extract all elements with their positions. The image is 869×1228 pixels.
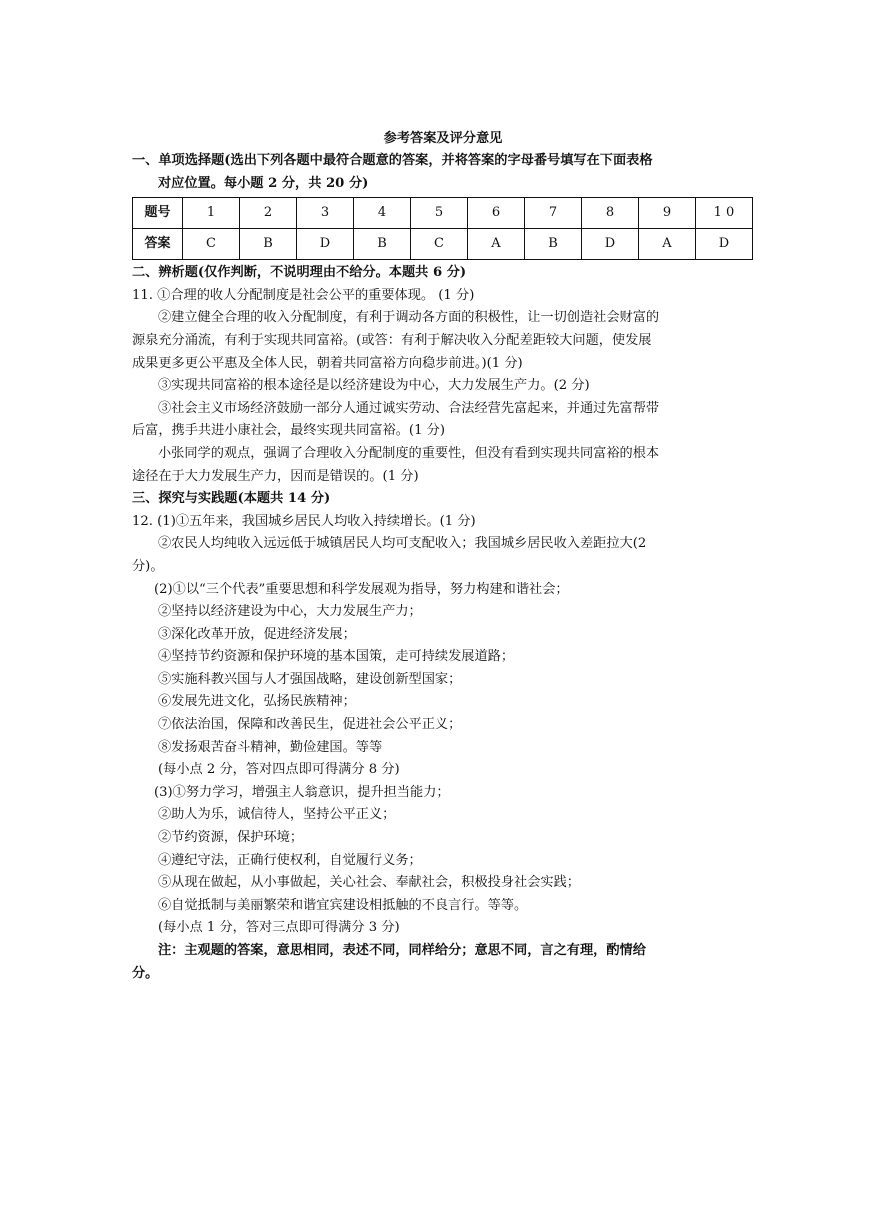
row-label-numbers: 题号	[133, 198, 183, 229]
paragraph-line: ②建立健全合理的收入分配制度，有利于调动各方面的积极性，让一切创造社会财富的	[158, 310, 660, 326]
paragraph-line: 后富，携手共进小康社会，最终实现共同富裕。(1 分)	[132, 423, 445, 439]
question-number: 2	[240, 198, 297, 229]
paragraph-line: (3)①努力学习，增强主人翁意识，提升担当能力；	[154, 784, 450, 800]
paragraph-line: ④遵纪守法，正确行使权利，自觉履行义务；	[158, 852, 422, 868]
answer-document	[132, 128, 754, 985]
paragraph-line: (每小点 1 分，答对三点即可得满分 3 分)	[158, 920, 400, 936]
question-number: 4	[354, 198, 411, 229]
paragraph-line: 途径在于大力发展生产力，因而是错误的。(1 分)	[132, 468, 419, 484]
paragraph-line: ⑧发扬艰苦奋斗精神，勤俭建国。等等	[158, 739, 383, 755]
answer-cell: B	[525, 229, 582, 260]
question-number: 6	[468, 198, 525, 229]
question-number: 9	[639, 198, 696, 229]
section-1-heading	[132, 150, 754, 173]
section-2	[132, 262, 754, 488]
answer-cell: D	[297, 229, 354, 260]
question-number: 5	[411, 198, 468, 229]
section-1-heading-line2: 对应位置。每小题 2 分，共 20 分)	[158, 175, 369, 191]
section-1-heading-line1: 一、单项选择题(选出下列各题中最符合题意的答案，并将答案的字母番号填写在下面表格	[132, 153, 653, 168]
answer-cell: C	[411, 229, 468, 260]
answer-cell: B	[240, 229, 297, 260]
answer-cell: C	[183, 229, 240, 260]
answer-table-number-row	[133, 198, 753, 229]
answer-table-answer-row	[133, 229, 753, 260]
paragraph-line: ⑥自觉抵制与美丽繁荣和谐宜宾建设相抵触的不良言行。等等。	[158, 897, 528, 913]
paragraph-line: (每小点 2 分，答对四点即可得满分 8 分)	[158, 762, 400, 778]
answer-cell: A	[468, 229, 525, 260]
row-label-answers: 答案	[133, 229, 183, 260]
answer-cell: A	[639, 229, 696, 260]
section-3	[132, 488, 754, 985]
paragraph-line: 源泉充分涌流，有利于实现共同富裕。(或答：有利于解决收入分配差距较大问题，使发展	[132, 332, 652, 348]
paragraph-line: 成果更多更公平惠及全体人民，朝着共同富裕方向稳步前进。)(1 分)	[132, 355, 523, 371]
paragraph-line: ⑤实施科教兴国与人才强国战略，建设创新型国家；	[158, 671, 462, 687]
paragraph-line: ④坚持节约资源和保护环境的基本国策，走可持续发展道路；	[158, 649, 515, 665]
answer-table	[132, 197, 753, 260]
question-number: 1 0	[696, 198, 753, 229]
paragraph-line: ③深化改革开放，促进经济发展；	[158, 626, 356, 642]
section-1	[132, 150, 754, 260]
paragraph-line: ②坚持以经济建设为中心，大力发展生产力；	[158, 604, 422, 620]
question-number: 7	[525, 198, 582, 229]
paragraph-line: ②节约资源，保护环境；	[158, 830, 304, 846]
document-title: 参考答案及评分意见	[383, 131, 503, 146]
paragraph-line: ⑥发展先进文化，弘扬民族精神；	[158, 694, 356, 710]
answer-cell: B	[354, 229, 411, 260]
paragraph-line: 小张同学的观点，强调了合理收入分配制度的重要性，但没有看到实现共同富裕的根本	[158, 445, 660, 461]
paragraph-line: (2)①以“三个代表”重要思想和科学发展观为指导，努力构建和谐社会；	[154, 581, 569, 597]
paragraph-line: ②农民人均纯收入远远低于城镇居民人均可支配收入；我国城乡居民收入差距拉大(2	[158, 536, 647, 552]
paragraph-line: ②助人为乐，诚信待人，坚持公平正义；	[158, 807, 396, 823]
paragraph-line: ⑤从现在做起，从小事做起，关心社会、奉献社会，积极投身社会实践；	[158, 875, 580, 891]
paragraph-line: 12. (1)①五年来，我国城乡居民人均收入持续增长。(1 分)	[132, 513, 476, 529]
question-number: 8	[582, 198, 639, 229]
question-number: 1	[183, 198, 240, 229]
section-2-heading: 二、辨析题(仅作判断，不说明理由不给分。本题共 6 分)	[132, 265, 467, 281]
paragraph-line: 分)。	[132, 558, 164, 574]
grading-note-end: 分。	[132, 965, 159, 981]
section-3-heading: 三、探究与实践题(本题共 14 分)	[132, 491, 331, 507]
answer-cell: D	[582, 229, 639, 260]
question-number: 3	[297, 198, 354, 229]
paragraph-line: ③实现共同富裕的根本途径是以经济建设为中心，大力发展生产力。(2 分)	[158, 378, 590, 394]
paragraph-line: 11. ①合理的收人分配制度是社会公平的重要体现。 (1 分)	[132, 287, 475, 303]
grading-note: 注：主观题的答案，意思相同，表述不同，同样给分；意思不同，言之有理，酌情给	[158, 943, 646, 958]
paragraph-line: ③社会主义市场经济鼓励一部分人通过诚实劳动、合法经营先富起来，并通过先富帮带	[158, 400, 660, 416]
answer-cell: D	[696, 229, 753, 260]
paragraph-line: ⑦依法治国，保障和改善民生，促进社会公平正义；	[158, 717, 462, 733]
